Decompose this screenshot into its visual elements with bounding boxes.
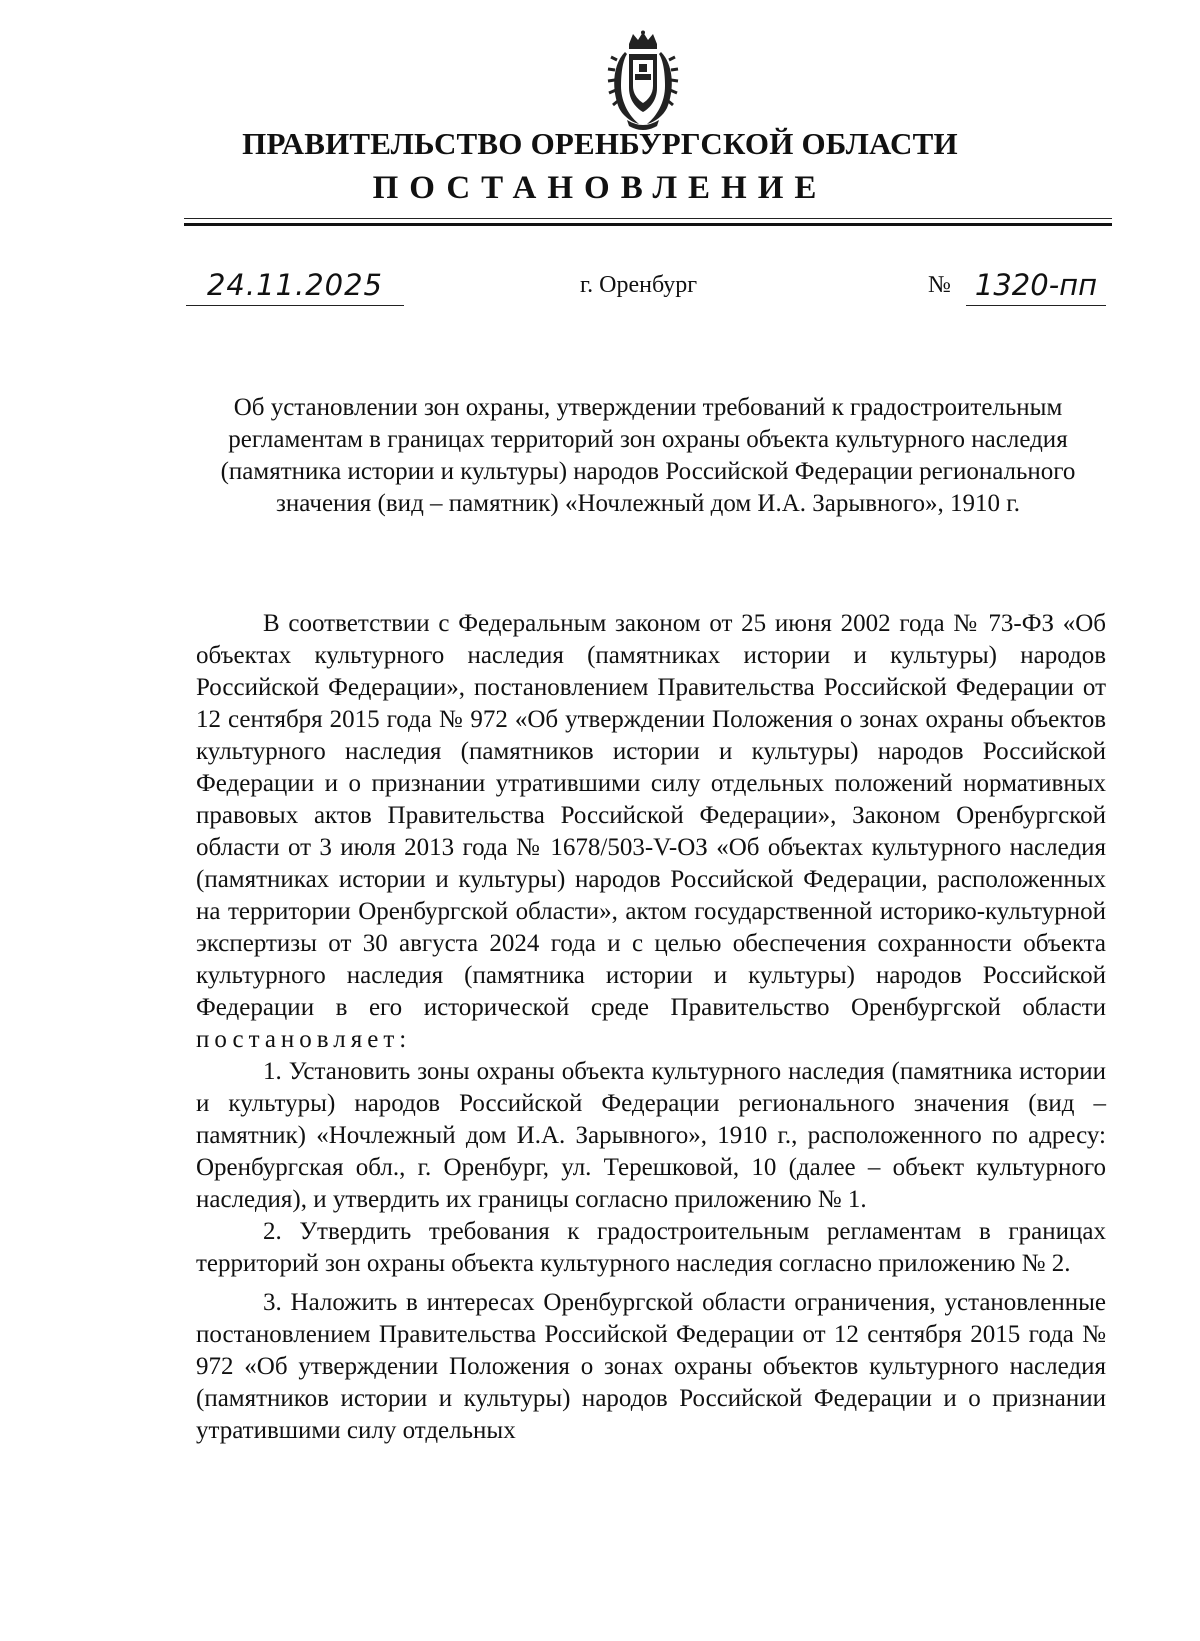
preamble-text: В соответствии с Федеральным законом от 25 июня 2002 года № 73-ФЗ «Об объектах культурного наследия (памятниках истории и культуры) народов Российской Федерации», постановлением Правительства Российской Федерации от 12 сентября 2015 года № 972 «Об утверждении Положения о зонах охраны объектов культурного наследия (памятников истории и культуры) народов Российской Федерации и о признании утратившими силу отдельных положений нормативных правовых актов Правительства Российской Федерации», Законом Оренбургской области от 3 июля 2013 года № 1678/503-V-ОЗ «Об объектах культурного наследия (памятниках истории и культуры) народов Российской Федерации, расположенных на территории Оренбургской области», актом государственной историко-культурной экспертизы от 30 августа 2024 года и с целью обеспечения сохранности объекта культурного наследия (памятника истории и культуры) народов Российской Федерации в его исторической среде Правительство Оренбургской области: [196, 610, 1106, 1021]
item-2-paragraph: 2. Утвердить требования к градостроительным регламентам в границах территорий зон охраны объекта культурного наследия согласно приложению № 2.: [196, 1218, 1106, 1277]
number-label: №: [928, 272, 951, 298]
document-type: ПОСТАНОВЛЕНИЕ: [372, 170, 828, 206]
header-divider: [184, 218, 1112, 219]
document-subject: Об установлении зон охраны, утверждении требований к градостроительным регламентам в границах территорий зон охраны объекта культурного наследия (памятника истории и культуры) народов Российской Федерации регионального значения (вид – памятник) «Ночлежный дом И.А. Зарывного», 1910 г.: [220, 394, 1076, 517]
government-name: ПРАВИТЕЛЬСТВО ОРЕНБУРГСКОЙ ОБЛАСТИ: [242, 126, 958, 161]
item-3-paragraph: 3. Наложить в интересах Оренбургской области ограничения, установленные постановлением Правительства Российской Федерации от 12 сентября 2015 года № 972 «Об утверждении Положения о зонах охраны объектов культурного наследия (памятников истории и культуры) народов Российской Федерации и о признании утратившими силу отдельных: [196, 1289, 1106, 1444]
coat-of-arms-icon: [605, 30, 681, 130]
document-number: 1320-пп: [966, 265, 1106, 306]
header-divider-thick: [184, 223, 1112, 226]
item-1-paragraph: 1. Установить зоны охраны объекта культурного наследия (памятника истории и культуры) народов Российской Федерации регионального значения (вид – памятник) «Ночлежный дом И.А. Зарывного», 1910 г., расположенного по адресу: Оренбургская обл., г. Оренбург, ул. Терешковой, 10 (далее – объект культурного наследия), и утвердить их границы согласно приложению № 1.: [196, 1058, 1106, 1213]
preamble-paragraph: [196, 608, 1106, 1056]
document-body: [196, 608, 1106, 1447]
document-city: г. Оренбург: [580, 272, 698, 298]
decree-word: постановляет:: [196, 1026, 412, 1053]
document-date: 24.11.2025: [186, 265, 404, 306]
